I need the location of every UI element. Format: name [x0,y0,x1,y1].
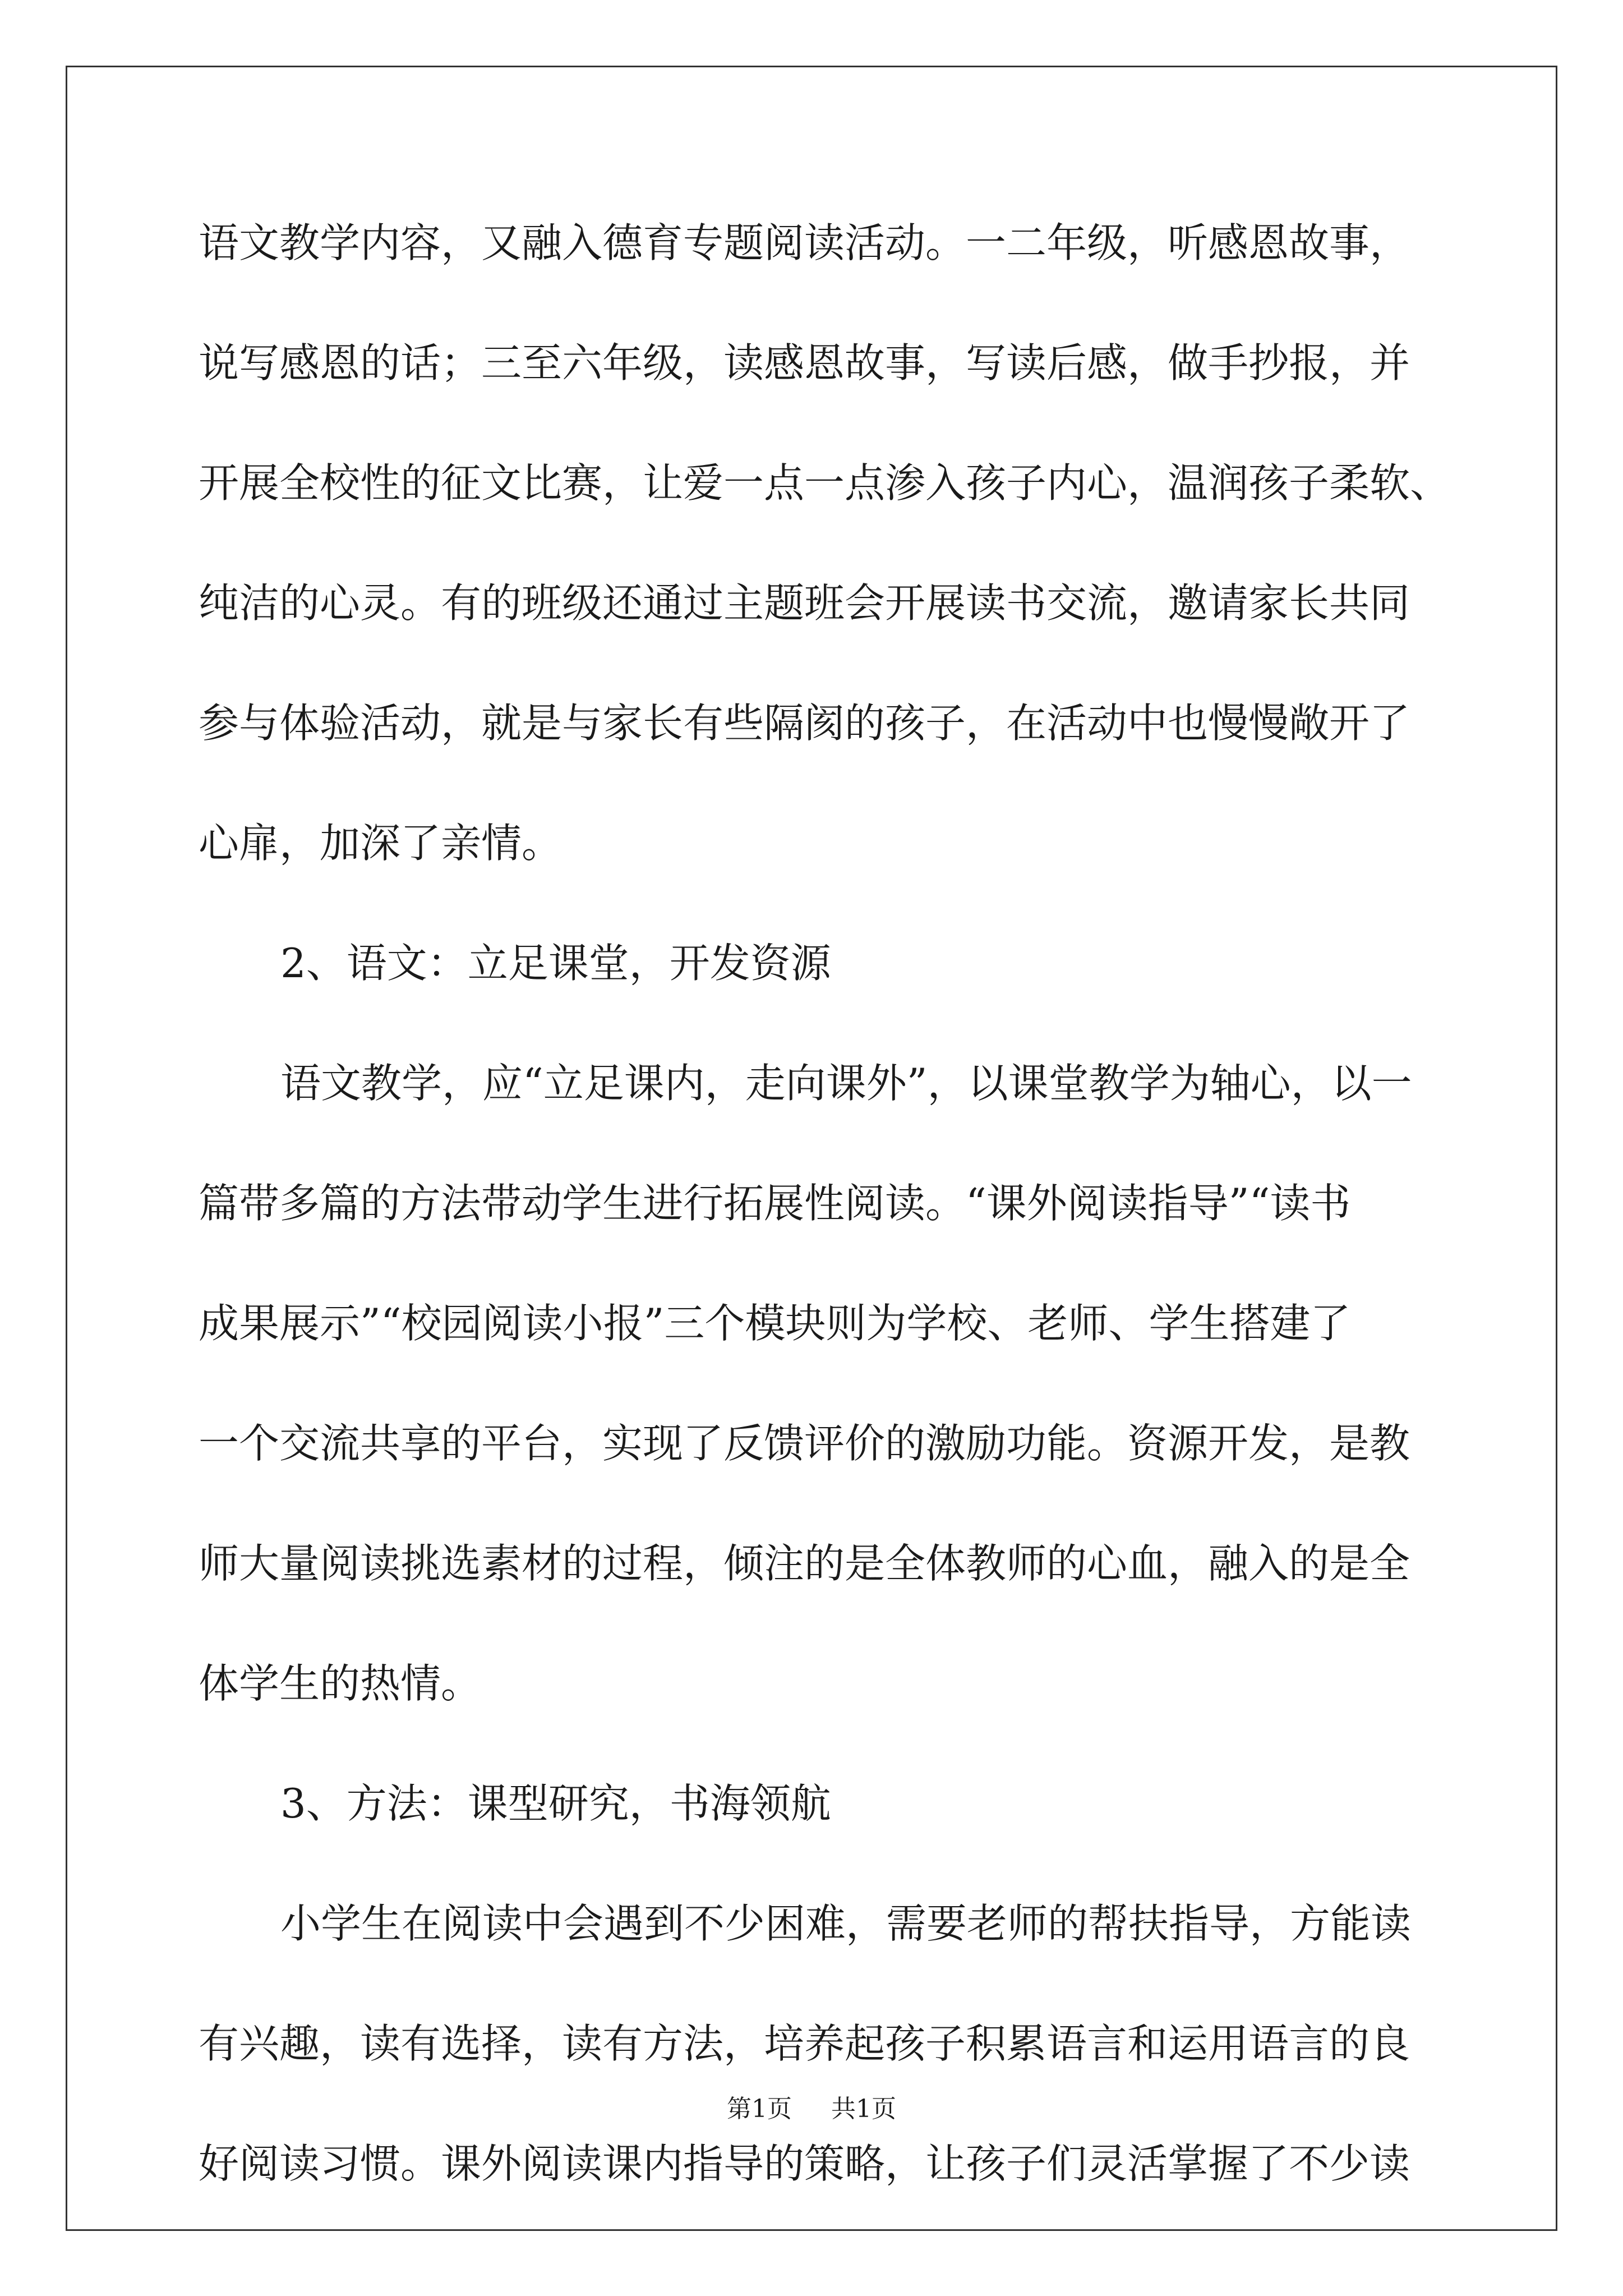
page-footer [0,2092,1623,2126]
text-line: 好阅读习惯。课外阅读课内指导的策略，让孩子们灵活掌握了不少读 [199,2140,1410,2187]
text-line: 参与体验活动，就是与家长有些隔阂的孩子，在活动中也慢慢敞开了 [199,700,1410,747]
text-line: 小学生在阅读中会遇到不少困难，需要老师的帮扶指导，方能读 [280,1900,1412,1947]
text-line: 成果展示”“校园阅读小报”三个模块则为学校、老师、学生搭建了 [199,1300,1351,1347]
text-line: 开展全校性的征文比赛，让爱一点一点渗入孩子内心，温润孩子柔软、 [199,459,1451,507]
text-line: 篇带多篇的方法带动学生进行拓展性阅读。“课外阅读指导”“读书 [199,1180,1351,1227]
document-body [199,183,1480,2224]
text-line: 纯洁的心灵。有的班级还通过主题班会开展读书交流，邀请家长共同 [199,579,1410,627]
text-line: 有兴趣，读有选择，读有方法，培养起孩子积累语言和运用语言的良 [199,2020,1410,2067]
text-line: 说写感恩的话；三至六年级，读感恩故事，写读后感，做手抄报，并 [199,339,1410,386]
page-number-total: 共1页 [831,2095,896,2123]
section-heading: 2、语文：立足课堂，开发资源 [280,940,831,987]
text-line: 体学生的热情。 [199,1660,482,1707]
text-line: 师大量阅读挑选素材的过程，倾注的是全体教师的心血，融入的是全 [199,1540,1410,1587]
text-line: 心扉，加深了亲情。 [199,820,562,867]
text-line: 一个交流共享的平台，实现了反馈评价的激励功能。资源开发，是教 [199,1420,1410,1467]
section-heading: 3、方法：课型研究，书海领航 [280,1780,831,1827]
page-number-current: 第1页 [727,2095,792,2123]
text-line: 语文教学内容，又融入德育专题阅读活动。一二年级，听感恩故事， [199,219,1410,266]
text-line: 语文教学，应“立足课内，走向课外”，以课堂教学为轴心，以一 [280,1060,1412,1107]
